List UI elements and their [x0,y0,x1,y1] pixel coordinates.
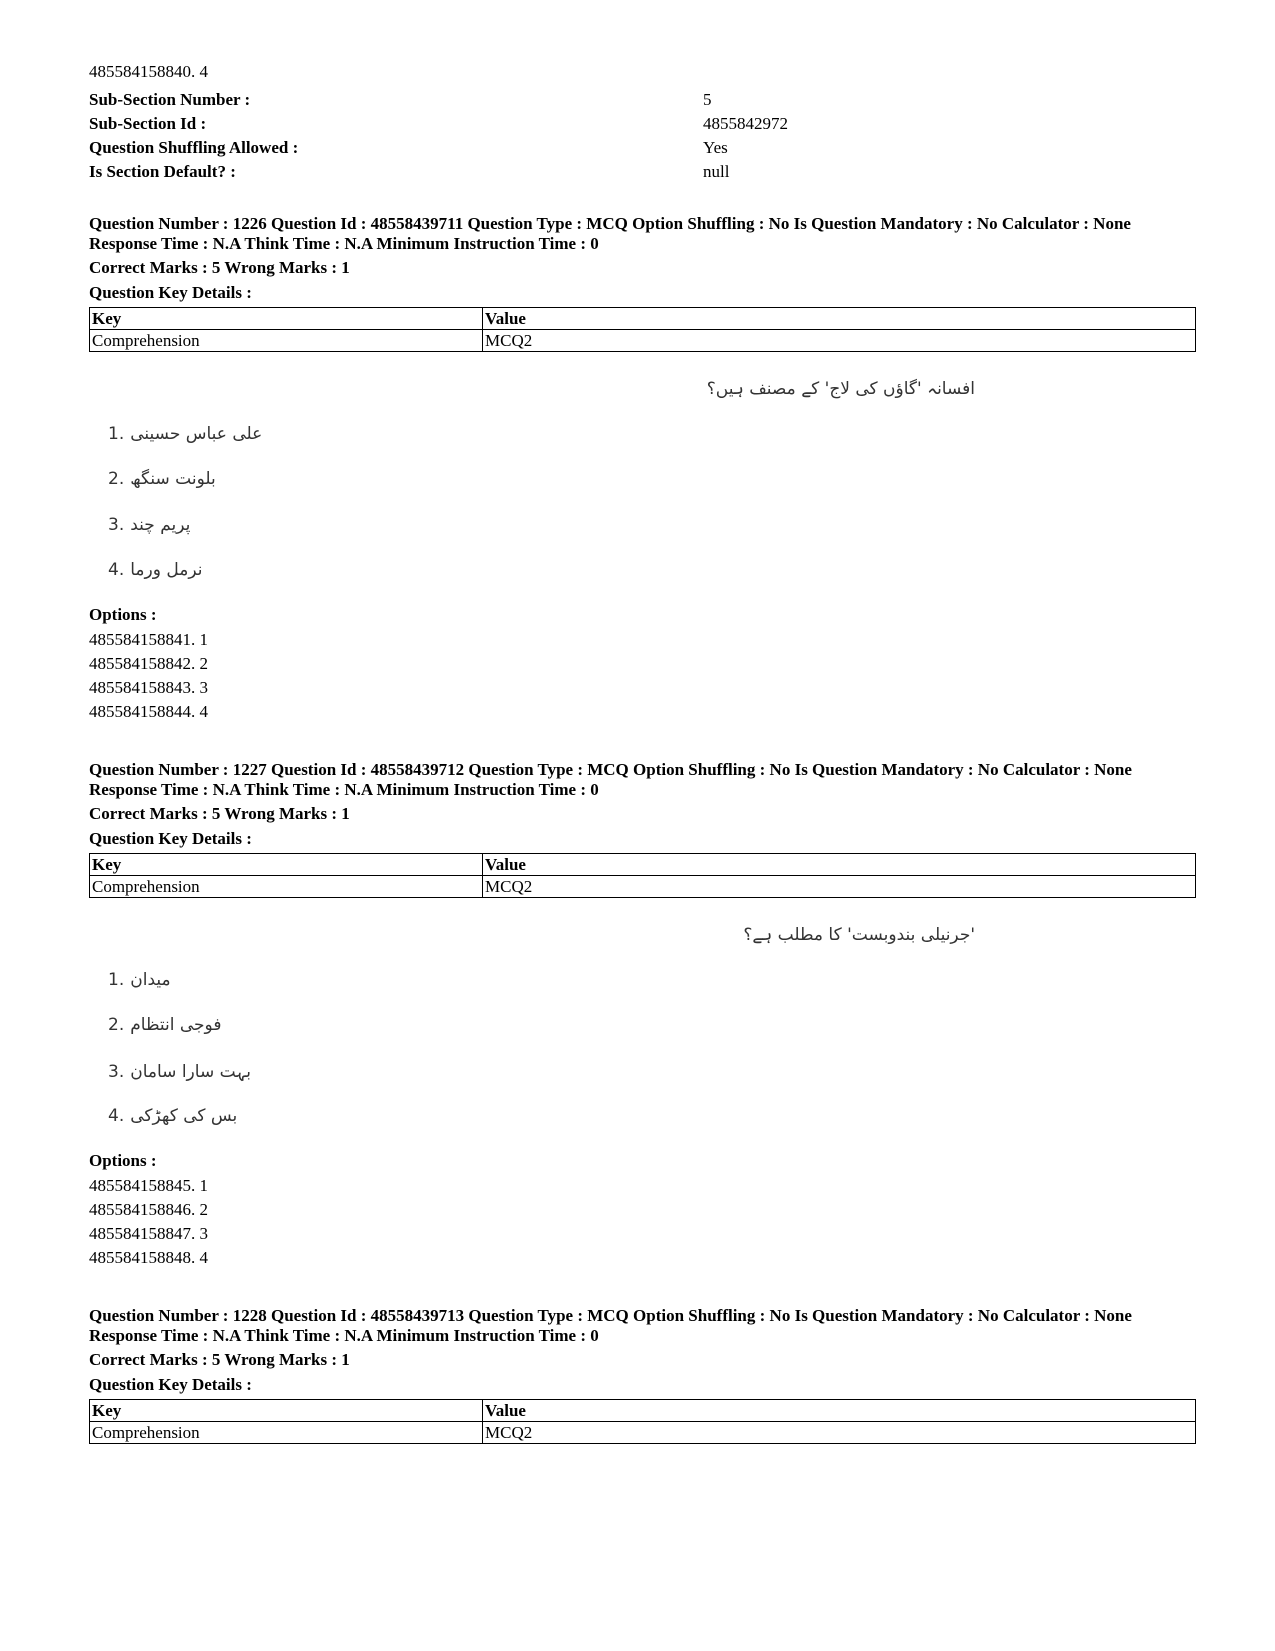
question-text: افسانہ 'گاؤں کی لاج' کے مصنف ہیں؟ [706,379,975,399]
question-header [89,1306,1209,1346]
choice-4 [108,1106,237,1126]
question-header-line1: Question Number : 1228 Question Id : 48558439713 Question Type : MCQ Option Shuffling : No Is Question Mandatory : No Calculator : None [89,1306,1132,1325]
question-header-line2: Response Time : N.A Think Time : N.A Minimum Instruction Time : 0 [89,234,599,253]
marks: Correct Marks : 5 Wrong Marks : 1 [89,804,350,823]
key-details-table [89,307,1196,352]
choice-text: بلونت سنگھ [130,469,216,489]
table-header-key: Key [90,308,483,330]
choice-number: 4. [108,560,125,580]
table-cell-value: MCQ2 [483,330,1196,352]
key-details-label: Question Key Details : [89,829,252,848]
key-details-table [89,1399,1196,1444]
section-default-label: Is Section Default? : [89,162,236,181]
choice-4 [108,560,202,580]
table-cell-key: Comprehension [90,330,483,352]
choice-text: پریم چند [130,515,191,535]
table-row [90,1422,1196,1444]
key-details-table [89,853,1196,898]
choice-text: علی عباس حسینی [130,424,263,444]
choice-number: 3. [108,515,125,535]
key-details-label: Question Key Details : [89,283,252,302]
question-header-line1: Question Number : 1227 Question Id : 48558439712 Question Type : MCQ Option Shuffling : No Is Question Mandatory : No Calculator : None [89,760,1132,779]
table-header-row [90,854,1196,876]
table-header-key: Key [90,854,483,876]
previous-option: 485584158840. 4 [89,62,208,81]
question-shuffling-value: Yes [703,138,728,157]
table-header-value: Value [483,1400,1196,1422]
marks: Correct Marks : 5 Wrong Marks : 1 [89,258,350,277]
sub-section-id-value: 4855842972 [703,114,788,133]
question-header [89,760,1209,800]
question-header-line2: Response Time : N.A Think Time : N.A Minimum Instruction Time : 0 [89,780,599,799]
choice-text: فوجی انتظام [130,1015,222,1035]
choice-number: 4. [108,1106,125,1126]
choice-text: بس کی کھڑکی [130,1106,238,1126]
choice-number: 1. [108,970,125,990]
choice-text: بہت سارا سامان [130,1062,251,1082]
choice-3 [108,1061,251,1082]
options-label: Options : [89,1151,157,1170]
option-id: 485584158841. 1 [89,630,208,649]
choice-3 [108,515,190,535]
table-cell-key: Comprehension [90,1422,483,1444]
question-header-line1: Question Number : 1226 Question Id : 48558439711 Question Type : MCQ Option Shuffling : No Is Question Mandatory : No Calculator : None [89,214,1131,233]
table-cell-value: MCQ2 [483,1422,1196,1444]
marks: Correct Marks : 5 Wrong Marks : 1 [89,1350,350,1369]
option-id: 485584158844. 4 [89,702,208,721]
options-label: Options : [89,605,157,624]
option-id: 485584158848. 4 [89,1248,208,1267]
table-header-row [90,1400,1196,1422]
choice-2 [108,1015,221,1035]
question-shuffling-label: Question Shuffling Allowed : [89,138,299,157]
table-header-key: Key [90,1400,483,1422]
sub-section-number-label: Sub-Section Number : [89,90,251,109]
choice-1 [108,970,171,990]
sub-section-id-label: Sub-Section Id : [89,114,207,133]
table-cell-key: Comprehension [90,876,483,898]
choice-number: 2. [108,1015,125,1035]
choice-number: 2. [108,469,125,489]
choice-1 [108,424,262,444]
table-header-value: Value [483,308,1196,330]
choice-2 [108,469,216,489]
question-text: 'جرنیلی بندوبست' کا مطلب ہے؟ [743,925,975,945]
table-row [90,876,1196,898]
choice-text: میدان [130,970,171,990]
option-id: 485584158843. 3 [89,678,208,697]
choice-number: 1. [108,424,125,444]
table-header-value: Value [483,854,1196,876]
table-header-row [90,308,1196,330]
table-cell-value: MCQ2 [483,876,1196,898]
option-id: 485584158845. 1 [89,1176,208,1195]
table-row [90,330,1196,352]
option-id: 485584158847. 3 [89,1224,208,1243]
sub-section-number-value: 5 [703,90,712,109]
option-id: 485584158846. 2 [89,1200,208,1219]
option-id: 485584158842. 2 [89,654,208,673]
question-header [89,214,1209,254]
section-default-value: null [703,162,730,181]
question-header-line2: Response Time : N.A Think Time : N.A Minimum Instruction Time : 0 [89,1326,599,1345]
key-details-label: Question Key Details : [89,1375,252,1394]
choice-number: 3. [108,1062,125,1082]
choice-text: نرمل ورما [130,560,203,580]
